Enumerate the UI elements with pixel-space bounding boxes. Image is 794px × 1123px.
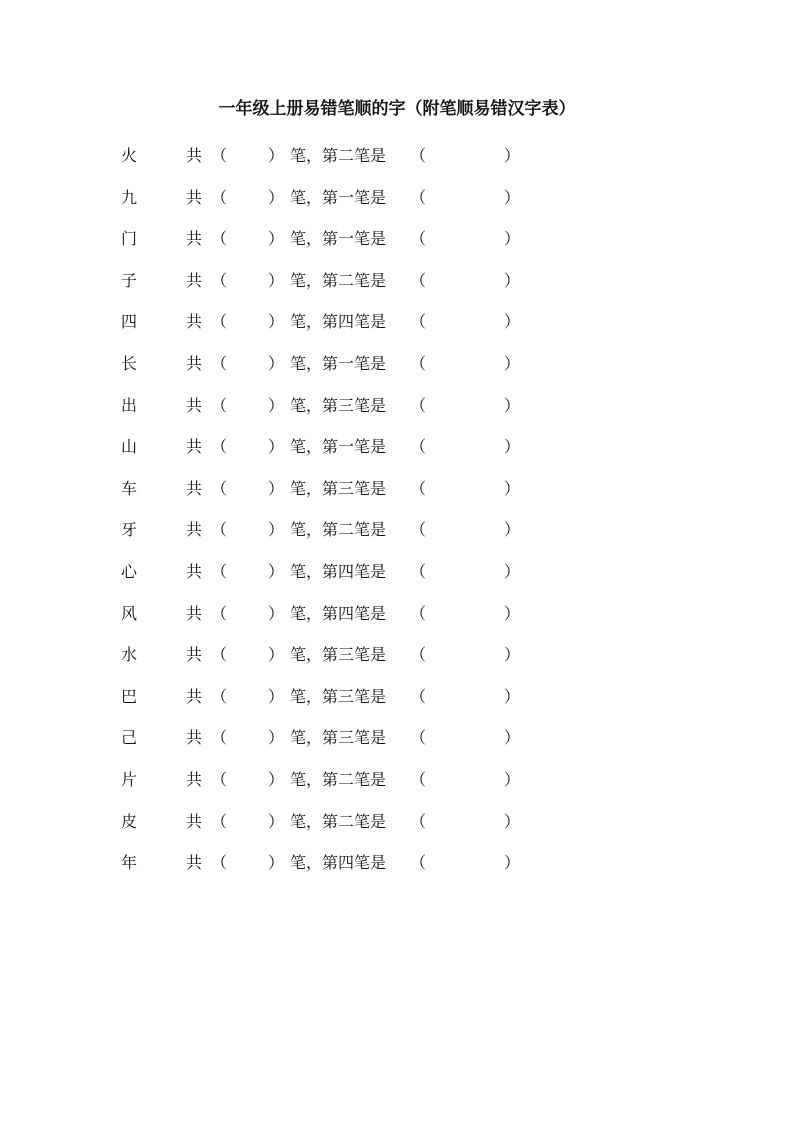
stroke-suffix: 是 [370, 478, 387, 498]
stroke-count-close-paren: ） [268, 686, 285, 706]
stroke-ordinal-label [290, 686, 386, 708]
worksheet-row [0, 395, 794, 437]
total-label: 共 [186, 686, 203, 706]
stroke-ordinal-label [290, 852, 386, 874]
stroke-ordinal: 第二笔 [322, 811, 371, 831]
total-label: 共 [186, 811, 203, 831]
stroke-answer-close-paren: ） [504, 728, 521, 748]
stroke-answer-close-paren: ） [504, 769, 521, 789]
stroke-suffix: 是 [370, 645, 387, 665]
stroke-prefix: 笔， [290, 603, 323, 623]
stroke-prefix: 笔， [290, 312, 323, 332]
total-label: 共 [186, 478, 203, 498]
stroke-count-open-paren: （ [211, 603, 228, 623]
total-label: 共 [186, 312, 203, 332]
total-label: 共 [186, 769, 203, 789]
stroke-suffix: 是 [370, 270, 387, 290]
stroke-answer-close-paren: ） [504, 686, 521, 706]
stroke-answer-open-paren: （ [410, 312, 427, 332]
stroke-count-close-paren: ） [268, 437, 285, 457]
stroke-answer-open-paren: （ [410, 769, 427, 789]
worksheet-row [0, 353, 794, 395]
stroke-ordinal-label [290, 811, 386, 833]
stroke-answer-open-paren: （ [410, 229, 427, 249]
stroke-count-open-paren: （ [211, 520, 228, 540]
character: 牙 [121, 520, 138, 540]
stroke-ordinal: 第一笔 [322, 187, 371, 207]
character: 风 [121, 603, 138, 623]
stroke-count-open-paren: （ [211, 146, 228, 165]
stroke-count-open-paren: （ [211, 312, 228, 332]
stroke-prefix: 笔， [290, 811, 323, 831]
stroke-count-close-paren: ） [268, 603, 285, 623]
total-label: 共 [186, 645, 203, 665]
stroke-prefix: 笔， [290, 478, 323, 498]
stroke-count-close-paren: ） [268, 561, 285, 581]
stroke-prefix: 笔， [290, 728, 323, 748]
worksheet-row [0, 478, 794, 520]
stroke-answer-close-paren: ） [504, 353, 521, 373]
stroke-count-close-paren: ） [268, 728, 285, 748]
stroke-count-close-paren: ） [268, 395, 285, 415]
stroke-answer-close-paren: ） [504, 603, 521, 623]
stroke-prefix: 笔， [290, 520, 323, 540]
character: 火 [121, 146, 138, 165]
total-label: 共 [186, 187, 203, 207]
stroke-ordinal-label [290, 727, 386, 749]
stroke-ordinal: 第三笔 [322, 645, 371, 665]
stroke-prefix: 笔， [290, 229, 323, 249]
stroke-count-open-paren: （ [211, 686, 228, 706]
stroke-ordinal-label [290, 187, 386, 209]
stroke-ordinal-label [290, 644, 386, 666]
total-label: 共 [186, 603, 203, 623]
stroke-suffix: 是 [370, 353, 387, 373]
stroke-ordinal-label [290, 769, 386, 791]
stroke-suffix: 是 [370, 811, 387, 831]
stroke-ordinal-label [290, 270, 386, 292]
stroke-ordinal: 第四笔 [322, 603, 371, 623]
stroke-count-open-paren: （ [211, 853, 228, 873]
stroke-prefix: 笔， [290, 353, 323, 373]
stroke-prefix: 笔， [290, 187, 323, 207]
character: 子 [121, 270, 138, 290]
worksheet-row [0, 686, 794, 728]
stroke-prefix: 笔， [290, 395, 323, 415]
character: 山 [121, 437, 138, 457]
stroke-count-close-paren: ） [268, 146, 285, 165]
stroke-ordinal: 第一笔 [322, 229, 371, 249]
stroke-answer-open-paren: （ [410, 437, 427, 457]
stroke-suffix: 是 [370, 561, 387, 581]
stroke-answer-open-paren: （ [410, 645, 427, 665]
stroke-prefix: 笔， [290, 853, 323, 873]
character: 片 [121, 769, 138, 789]
character: 长 [121, 353, 138, 373]
stroke-answer-close-paren: ） [504, 312, 521, 332]
stroke-prefix: 笔， [290, 561, 323, 581]
stroke-ordinal: 第一笔 [322, 353, 371, 373]
stroke-ordinal: 第二笔 [322, 270, 371, 290]
worksheet-row [0, 519, 794, 561]
stroke-count-open-paren: （ [211, 561, 228, 581]
total-label: 共 [186, 146, 203, 165]
stroke-count-open-paren: （ [211, 645, 228, 665]
stroke-prefix: 笔， [290, 146, 323, 165]
stroke-answer-close-paren: ） [504, 520, 521, 540]
stroke-answer-close-paren: ） [504, 229, 521, 249]
stroke-ordinal-label [290, 395, 386, 417]
stroke-answer-open-paren: （ [410, 270, 427, 290]
stroke-ordinal-label [290, 561, 386, 583]
stroke-answer-open-paren: （ [410, 478, 427, 498]
stroke-ordinal: 第三笔 [322, 478, 371, 498]
stroke-answer-close-paren: ） [504, 146, 521, 165]
stroke-ordinal: 第三笔 [322, 686, 371, 706]
stroke-count-close-paren: ） [268, 811, 285, 831]
stroke-ordinal-label [290, 436, 386, 458]
stroke-count-close-paren: ） [268, 645, 285, 665]
stroke-ordinal-label [290, 228, 386, 250]
stroke-prefix: 笔， [290, 437, 323, 457]
stroke-ordinal: 第三笔 [322, 728, 371, 748]
stroke-count-close-paren: ） [268, 520, 285, 540]
stroke-count-close-paren: ） [268, 853, 285, 873]
stroke-answer-close-paren: ） [504, 437, 521, 457]
total-label: 共 [186, 229, 203, 249]
stroke-answer-close-paren: ） [504, 270, 521, 290]
total-label: 共 [186, 395, 203, 415]
stroke-suffix: 是 [370, 437, 387, 457]
stroke-count-open-paren: （ [211, 478, 228, 498]
stroke-count-open-paren: （ [211, 728, 228, 748]
worksheet-row [0, 769, 794, 811]
total-label: 共 [186, 437, 203, 457]
stroke-prefix: 笔， [290, 686, 323, 706]
stroke-count-open-paren: （ [211, 395, 228, 415]
stroke-count-open-paren: （ [211, 353, 228, 373]
stroke-ordinal: 第四笔 [322, 561, 371, 581]
stroke-answer-close-paren: ） [504, 645, 521, 665]
stroke-answer-open-paren: （ [410, 395, 427, 415]
stroke-answer-close-paren: ） [504, 478, 521, 498]
worksheet-row [0, 187, 794, 229]
stroke-prefix: 笔， [290, 769, 323, 789]
total-label: 共 [186, 353, 203, 373]
character: 门 [121, 229, 138, 249]
stroke-answer-open-paren: （ [410, 853, 427, 873]
stroke-prefix: 笔， [290, 645, 323, 665]
stroke-count-close-paren: ） [268, 187, 285, 207]
stroke-answer-open-paren: （ [410, 146, 427, 165]
worksheet-row [0, 811, 794, 853]
total-label: 共 [186, 853, 203, 873]
stroke-suffix: 是 [370, 395, 387, 415]
stroke-suffix: 是 [370, 229, 387, 249]
total-label: 共 [186, 270, 203, 290]
stroke-count-open-paren: （ [211, 437, 228, 457]
character: 己 [121, 728, 138, 748]
total-label: 共 [186, 561, 203, 581]
stroke-suffix: 是 [370, 146, 387, 165]
worksheet-row [0, 603, 794, 645]
stroke-ordinal-label [290, 311, 386, 333]
character: 心 [121, 561, 138, 581]
stroke-ordinal-label [290, 353, 386, 375]
character: 年 [121, 853, 138, 873]
stroke-ordinal: 第一笔 [322, 437, 371, 457]
character: 皮 [121, 811, 138, 831]
worksheet-row [0, 145, 794, 187]
total-label: 共 [186, 520, 203, 540]
stroke-ordinal-label [290, 478, 386, 500]
character: 巴 [121, 686, 138, 706]
stroke-answer-open-paren: （ [410, 520, 427, 540]
character: 出 [121, 395, 138, 415]
stroke-answer-open-paren: （ [410, 353, 427, 373]
stroke-suffix: 是 [370, 603, 387, 623]
stroke-answer-close-paren: ） [504, 853, 521, 873]
stroke-count-close-paren: ） [268, 769, 285, 789]
stroke-suffix: 是 [370, 686, 387, 706]
stroke-count-open-paren: （ [211, 270, 228, 290]
character: 水 [121, 645, 138, 665]
worksheet-row [0, 727, 794, 769]
stroke-count-close-paren: ） [268, 353, 285, 373]
worksheet-row [0, 436, 794, 478]
stroke-suffix: 是 [370, 312, 387, 332]
worksheet-row [0, 228, 794, 270]
worksheet-row [0, 270, 794, 312]
stroke-count-close-paren: ） [268, 312, 285, 332]
stroke-answer-close-paren: ） [504, 395, 521, 415]
stroke-ordinal: 第四笔 [322, 312, 371, 332]
worksheet-row [0, 644, 794, 686]
stroke-ordinal: 第四笔 [322, 853, 371, 873]
stroke-answer-close-paren: ） [504, 811, 521, 831]
character: 车 [121, 478, 138, 498]
stroke-answer-open-paren: （ [410, 187, 427, 207]
stroke-answer-open-paren: （ [410, 603, 427, 623]
character: 四 [121, 312, 138, 332]
stroke-answer-open-paren: （ [410, 728, 427, 748]
worksheet-row [0, 852, 794, 894]
stroke-count-open-paren: （ [211, 229, 228, 249]
stroke-suffix: 是 [370, 853, 387, 873]
stroke-ordinal: 第三笔 [322, 395, 371, 415]
stroke-answer-close-paren: ） [504, 561, 521, 581]
stroke-ordinal: 第二笔 [322, 769, 371, 789]
stroke-count-close-paren: ） [268, 229, 285, 249]
worksheet-rows [0, 145, 794, 894]
stroke-answer-close-paren: ） [504, 187, 521, 207]
stroke-ordinal: 第二笔 [322, 520, 371, 540]
stroke-ordinal-label [290, 145, 386, 167]
stroke-answer-open-paren: （ [410, 561, 427, 581]
total-label: 共 [186, 728, 203, 748]
stroke-count-close-paren: ） [268, 270, 285, 290]
stroke-ordinal: 第二笔 [322, 146, 371, 165]
stroke-count-close-paren: ） [268, 478, 285, 498]
stroke-ordinal-label [290, 519, 386, 541]
stroke-count-open-paren: （ [211, 187, 228, 207]
stroke-answer-open-paren: （ [410, 686, 427, 706]
worksheet-row [0, 561, 794, 603]
character: 九 [121, 187, 138, 207]
worksheet-row [0, 311, 794, 353]
page-title: 一年级上册易错笔顺的字（附笔顺易错汉字表） [218, 99, 576, 119]
stroke-ordinal-label [290, 603, 386, 625]
stroke-prefix: 笔， [290, 270, 323, 290]
stroke-answer-open-paren: （ [410, 811, 427, 831]
stroke-count-open-paren: （ [211, 769, 228, 789]
stroke-suffix: 是 [370, 769, 387, 789]
stroke-count-open-paren: （ [211, 811, 228, 831]
stroke-suffix: 是 [370, 728, 387, 748]
stroke-suffix: 是 [370, 187, 387, 207]
stroke-suffix: 是 [370, 520, 387, 540]
